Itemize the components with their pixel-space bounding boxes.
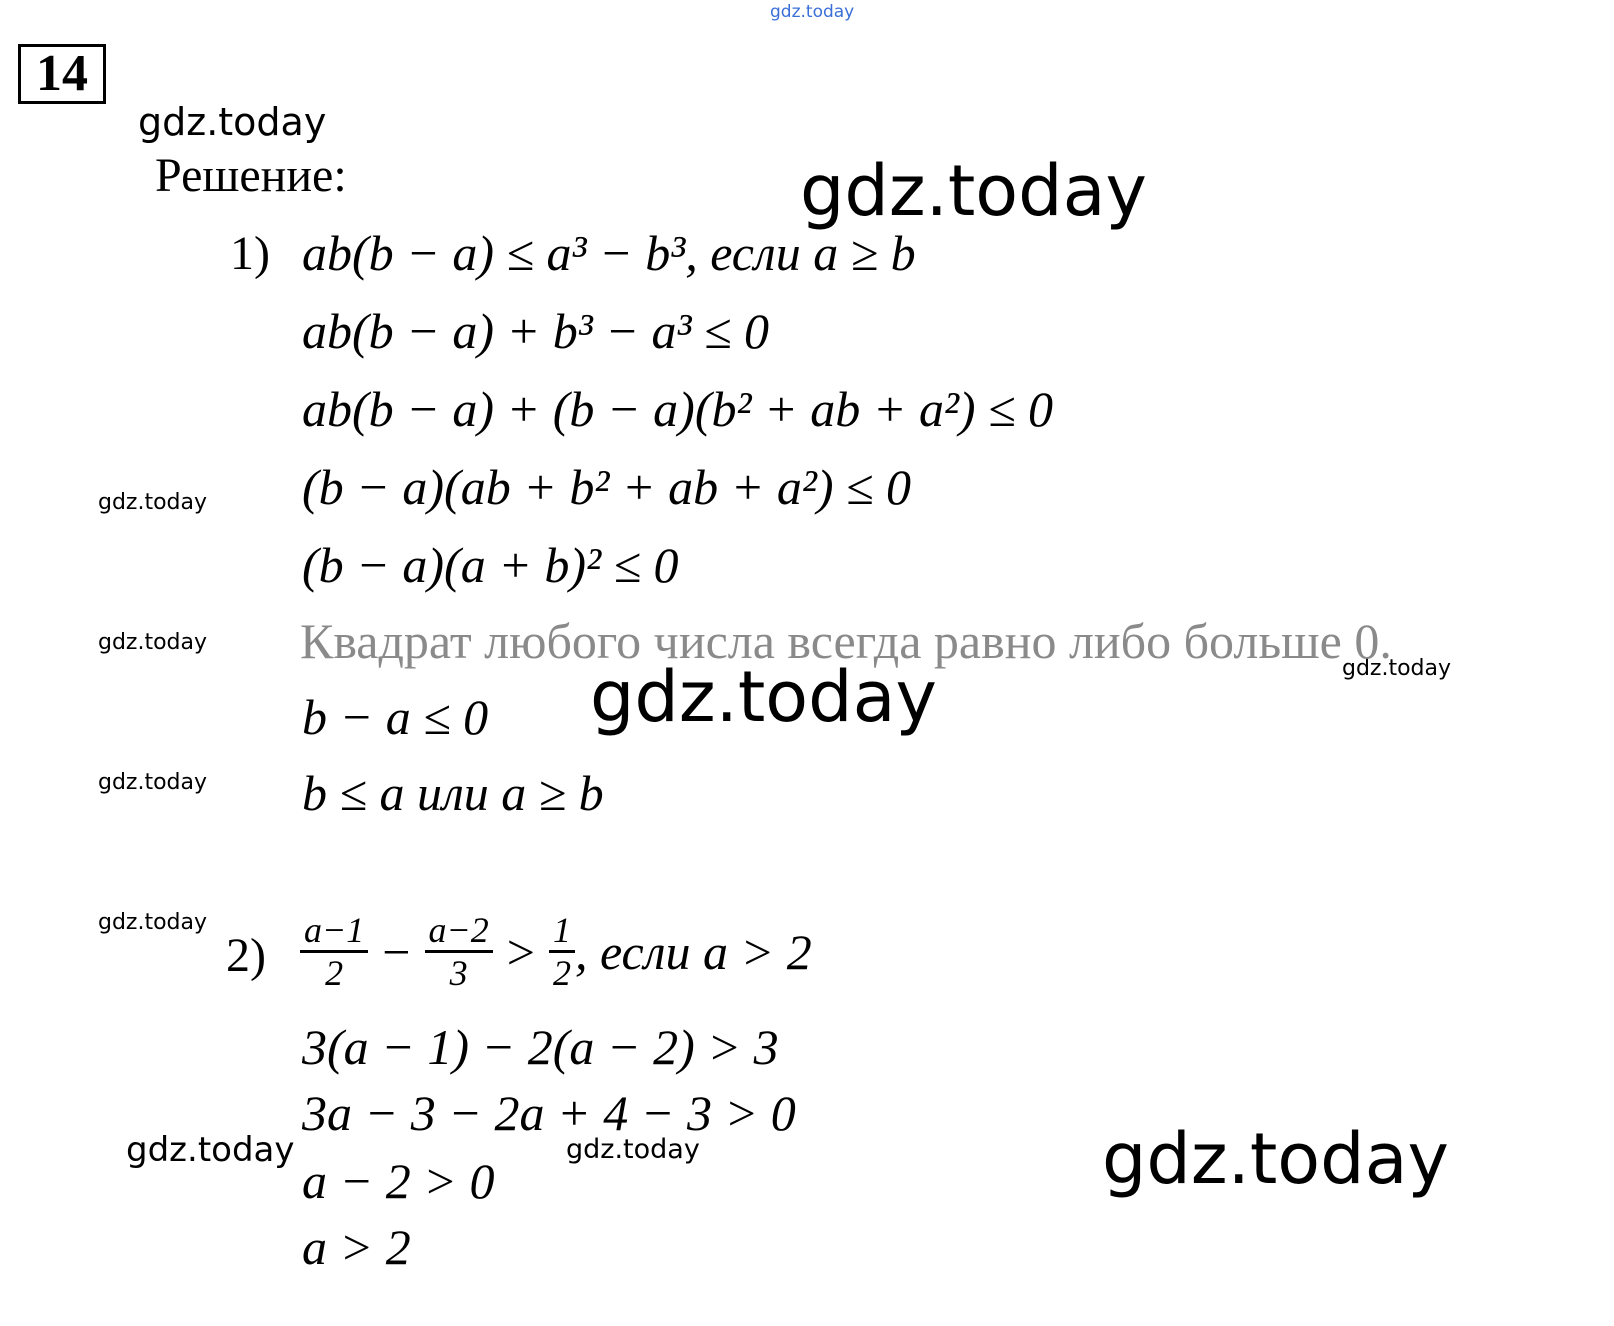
- fraction: [549, 910, 575, 993]
- part1-line-1: ab(b − a) ≤ a³ − b³, если a ≥ b: [302, 225, 916, 281]
- fraction-denominator: 2: [325, 953, 344, 993]
- part2-line-3: 3a − 3 − 2a + 4 − 3 > 0: [302, 1085, 796, 1141]
- solution-heading: Решение:: [155, 149, 347, 202]
- watermark: gdz.today: [138, 100, 327, 144]
- watermark: gdz.today: [98, 630, 208, 655]
- fraction-numerator: a−1: [300, 910, 368, 953]
- part1-line-6: b − a ≤ 0: [302, 689, 489, 745]
- watermark: gdz.today: [98, 910, 208, 935]
- watermark: gdz.today: [1342, 656, 1452, 681]
- watermark: gdz.today: [590, 656, 937, 738]
- watermark: gdz.today: [126, 1130, 295, 1170]
- fraction-numerator: a−2: [425, 910, 493, 953]
- part2-line-4: a − 2 > 0: [302, 1153, 495, 1209]
- part2-line-2: 3(a − 1) − 2(a − 2) > 3: [302, 1019, 779, 1075]
- fraction: [425, 910, 493, 993]
- fraction-numerator: 1: [549, 910, 575, 953]
- watermark: gdz.today: [98, 770, 208, 795]
- minus-sign: −: [382, 923, 411, 980]
- part2-number: 2): [226, 929, 266, 982]
- part1-number: 1): [230, 227, 270, 280]
- greater-sign: >: [506, 923, 535, 980]
- part2-line-5: a > 2: [302, 1219, 411, 1275]
- fraction-denominator: 2: [553, 953, 571, 993]
- problem-number-box: 14: [18, 44, 106, 104]
- fraction: [300, 910, 368, 993]
- part2-line-1: [300, 910, 812, 993]
- part1-line-3: ab(b − a) + (b − a)(b² + ab + a²) ≤ 0: [302, 381, 1054, 437]
- part2-condition: , если a > 2: [575, 923, 812, 980]
- part1-line-5: (b − a)(a + b)² ≤ 0: [302, 537, 679, 593]
- watermark: gdz.today: [98, 490, 208, 515]
- watermark: gdz.today: [566, 1134, 700, 1165]
- fraction-denominator: 3: [449, 953, 468, 993]
- part1-note: Квадрат любого числа всегда равно либо больше 0.: [300, 613, 1392, 669]
- part1-line-4: (b − a)(ab + b² + ab + a²) ≤ 0: [302, 459, 911, 515]
- watermark-top: gdz.today: [770, 2, 855, 22]
- watermark: gdz.today: [1102, 1118, 1449, 1200]
- part1-line-7: b ≤ a или a ≥ b: [302, 765, 604, 821]
- watermark: gdz.today: [800, 150, 1147, 232]
- part1-line-2: ab(b − a) + b³ − a³ ≤ 0: [302, 303, 769, 359]
